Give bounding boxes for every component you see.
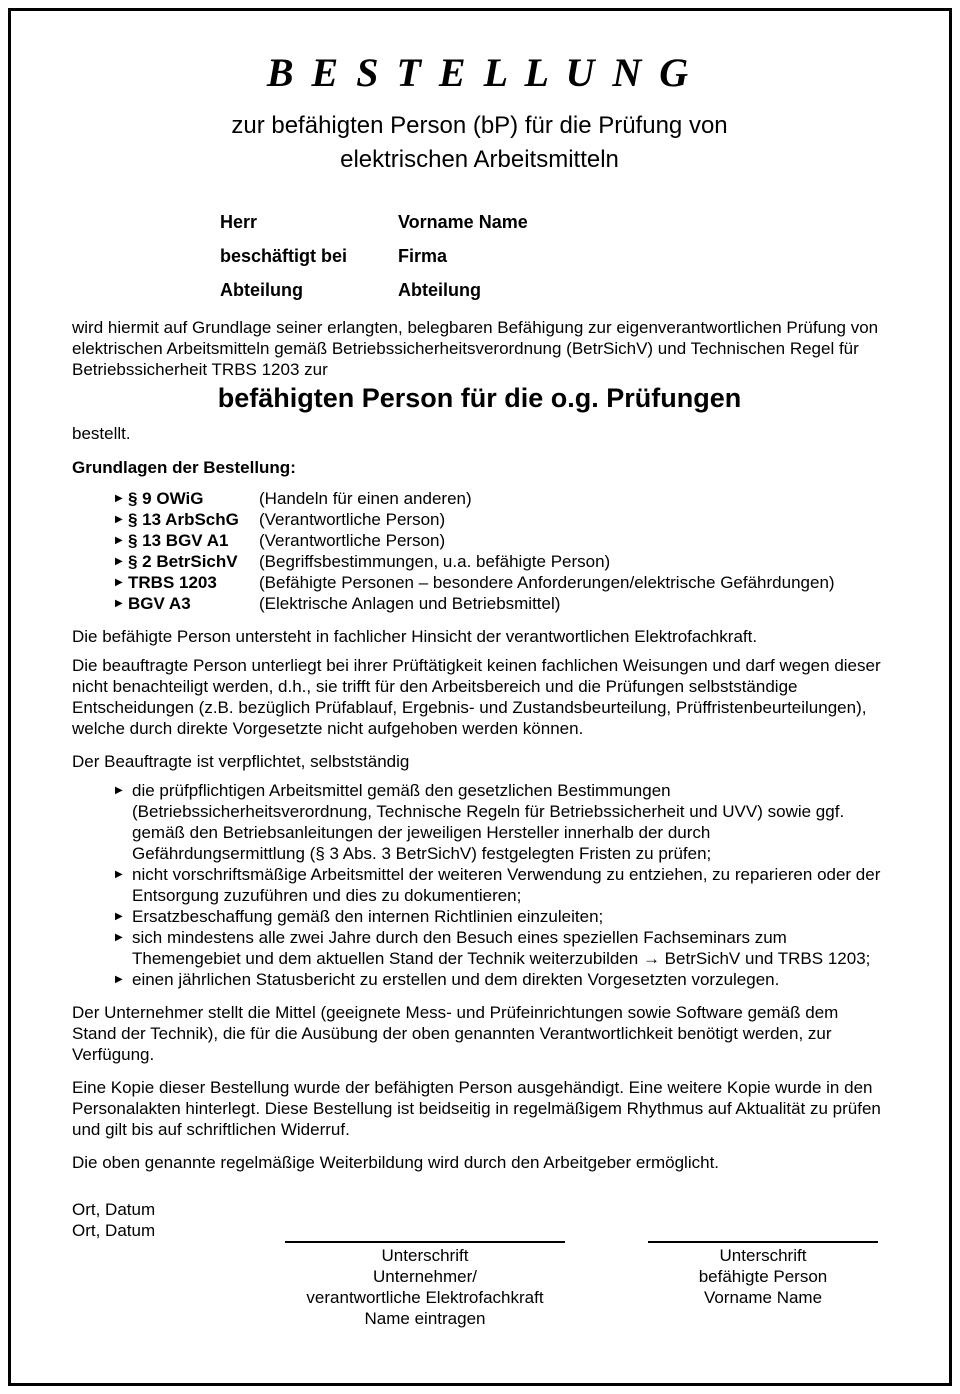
arrow-bullet-icon: ▶: [115, 932, 123, 943]
signature-company-block: [285, 1199, 565, 1329]
duties-intro: Der Beauftragte ist verpflichtet, selbstständig: [72, 752, 410, 771]
bestellt-text: bestellt.: [72, 424, 131, 443]
list-item: [115, 488, 887, 509]
regulation-desc: (Elektrische Anlagen und Betriebsmittel): [259, 594, 561, 613]
list-item: [115, 780, 887, 864]
arrow-bullet-icon: ▶: [115, 911, 123, 922]
person-row-salutation: [220, 211, 887, 233]
person-label: Herr: [220, 212, 258, 232]
page-border-frame: [8, 8, 952, 1386]
training-paragraph: Die oben genannte regelmäßige Weiterbildung wird durch den Arbeitgeber ermöglicht.: [72, 1153, 720, 1172]
regulation-ref: BGV A3: [128, 594, 191, 613]
person-row-employer: [220, 245, 887, 267]
list-item: [115, 906, 887, 927]
resources-paragraph: Der Unternehmer stellt die Mittel (geeignete Mess- und Prüfeinrichtungen sowie Software gemäß dem Stand der Technik), die für die Ausübung der oben genannten Verantwortlichkeit benötigt werden, zur Verfügung.: [72, 1003, 839, 1064]
person-row-department: [220, 279, 887, 301]
document-title: B E S T E L L U N G: [266, 50, 693, 95]
signature-name-hint: Name eintragen: [364, 1309, 486, 1328]
regulation-ref: § 9 OWiG: [128, 489, 204, 508]
appointment-emphasis: befähigten Person für die o.g. Prüfungen: [217, 383, 742, 413]
arrow-bullet-icon: ▶: [115, 535, 123, 546]
signature-section: [72, 1199, 887, 1329]
independence-paragraph: Die beauftragte Person unterliegt bei ihrer Prüftätigkeit keinen fachlichen Weisungen und darf wegen dieser nicht benachteiligt werden, d.h., sie trifft für den Arbeitsbereich und die Prüfungen selbstständige Entscheidungen (z.B. bezüglich Prüfablauf, Ergebnis- und Zustandsbeurteilung, Prüffristenbeurteilungen), welche durch direkte Vorgesetzte nicht aufgehoben werden können.: [72, 656, 881, 738]
supervision-paragraph: Die befähigte Person untersteht in fachlicher Hinsicht der verantwortlichen Elektrofachkraft.: [72, 627, 758, 646]
person-value: Abteilung: [398, 280, 481, 300]
list-item: [115, 969, 887, 990]
duty-text: einen jährlichen Statusbericht zu erstellen und dem direkten Vorgesetzten vorzulegen.: [132, 970, 780, 989]
regulation-ref: TRBS 1203: [128, 573, 217, 592]
list-item: [115, 864, 887, 906]
ort-datum-line: Ort, Datum: [72, 1221, 156, 1240]
person-label: beschäftigt bei: [220, 246, 348, 266]
person-details: [220, 211, 887, 301]
grundlagen-list: [115, 488, 887, 614]
arrow-bullet-icon: ▶: [115, 598, 123, 609]
signature-line: [285, 1241, 565, 1243]
arrow-bullet-icon: ▶: [115, 577, 123, 588]
copies-paragraph: Eine Kopie dieser Bestellung wurde der befähigten Person ausgehändigt. Eine weitere Kopie wurde in den Personalakten hinterlegt. Diese Bestellung ist beidseitig in regelmäßigem Rhythmus auf Aktualität zu prüfen und gilt bis auf schriftlichen Widerruf.: [72, 1078, 881, 1139]
signature-role: verantwortliche Elektrofachkraft: [306, 1288, 544, 1307]
arrow-bullet-icon: ▶: [115, 785, 123, 796]
regulation-desc: (Befähigte Personen – besondere Anforderungen/elektrische Gefährdungen): [259, 573, 835, 592]
regulation-desc: (Begriffsbestimmungen, u.a. befähigte Person): [259, 552, 611, 571]
signature-role: Unternehmer/: [373, 1267, 477, 1286]
duty-text: sich mindestens alle zwei Jahre durch den Besuch eines speziellen Fachseminars zum Themengebiet und dem aktuellen Stand der Technik weiterzubilden → BetrSichV und TRBS 1203;: [132, 928, 871, 968]
duty-text: nicht vorschriftsmäßige Arbeitsmittel der weiteren Verwendung zu entziehen, zu reparieren oder der Entsorgung zuzuführen und dies zu dokumentieren;: [132, 865, 881, 905]
grundlagen-heading: Grundlagen der Bestellung:: [72, 458, 296, 477]
signature-label: Unterschrift: [719, 1246, 807, 1265]
list-item: [115, 593, 887, 614]
signature-dates: [72, 1199, 285, 1329]
list-item: [115, 572, 887, 593]
list-item: [115, 927, 887, 969]
arrow-bullet-icon: ▶: [115, 556, 123, 567]
regulation-desc: (Handeln für einen anderen): [259, 489, 472, 508]
duty-text: die prüfpflichtigen Arbeitsmittel gemäß den gesetzlichen Bestimmungen (Betriebssicherheitsverordnung, Technische Regeln für Betriebssicherheit und UVV) sowie ggf. gemäß den Betriebsanleitungen der jeweiligen Hersteller innerhalb der durch Gefährdungsermittlung (§ 3 Abs. 3 BetrSichV) festgelegten Fristen zu prüfen;: [132, 781, 845, 863]
duties-list: [115, 780, 887, 990]
list-item: [115, 509, 887, 530]
signature-name-hint: Vorname Name: [703, 1288, 823, 1307]
document-subtitle: [72, 109, 887, 177]
intro-paragraph: wird hiermit auf Grundlage seiner erlangten, belegbaren Befähigung zur eigenverantwortlichen Prüfung von elektrischen Arbeitsmitteln gemäß Betriebssicherheitsverordnung (BetrSichV) und Technischen Regel für Betriebssicherheit TRBS 1203 zur: [72, 318, 879, 379]
signature-label: Unterschrift: [381, 1246, 469, 1265]
arrow-bullet-icon: ▶: [115, 514, 123, 525]
arrow-bullet-icon: ▶: [115, 493, 123, 504]
duty-text: Ersatzbeschaffung gemäß den internen Richtlinien einzuleiten;: [132, 907, 604, 926]
signature-line: [648, 1241, 878, 1243]
subtitle-line-1: zur befähigten Person (bP) für die Prüfung von: [231, 112, 728, 139]
person-value: Vorname Name: [398, 212, 528, 232]
arrow-bullet-icon: ▶: [115, 974, 123, 985]
arrow-bullet-icon: ▶: [115, 869, 123, 880]
person-label: Abteilung: [220, 280, 303, 300]
signature-role: befähigte Person: [698, 1267, 828, 1286]
regulation-ref: § 13 BGV A1: [128, 531, 229, 550]
signature-person-block: [648, 1199, 878, 1329]
ort-datum-line: Ort, Datum: [72, 1200, 156, 1219]
regulation-desc: (Verantwortliche Person): [259, 531, 446, 550]
list-item: [115, 530, 887, 551]
subtitle-line-2: elektrischen Arbeitsmitteln: [340, 146, 619, 173]
regulation-ref: § 13 ArbSchG: [128, 510, 239, 529]
regulation-ref: § 2 BetrSichV: [128, 552, 238, 571]
regulation-desc: (Verantwortliche Person): [259, 510, 446, 529]
person-value: Firma: [398, 246, 448, 266]
list-item: [115, 551, 887, 572]
